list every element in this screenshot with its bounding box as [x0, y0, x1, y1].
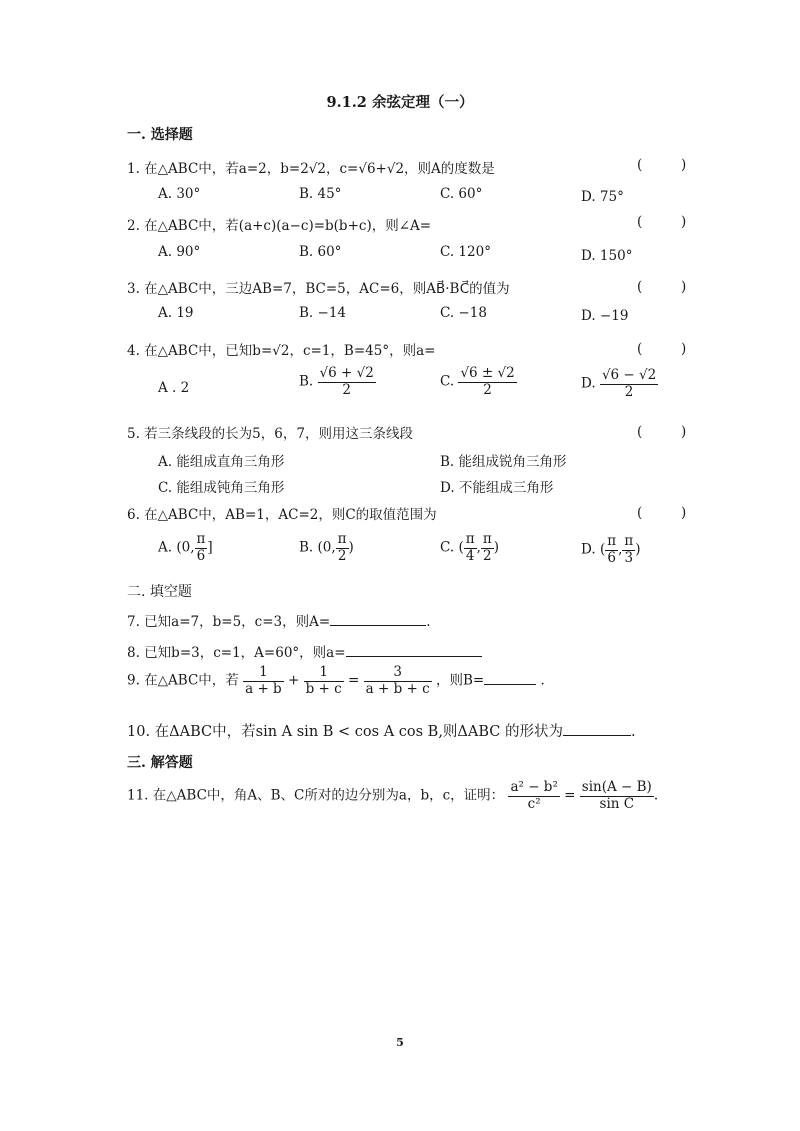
question-3-option-a: A. 19	[158, 305, 194, 321]
question-6-option-d: D. ( $\frac{\pi}{6}$ , $\frac{\pi}{3}$ )	[581, 533, 641, 566]
page-number: 5	[396, 1036, 404, 1049]
answer-blank[interactable]	[563, 723, 631, 736]
fraction: $\frac{√6 - √2}{2}$	[601, 367, 657, 400]
fraction: $\frac{√6 + √2}{2}$	[319, 365, 374, 398]
question-1-option-a: A. 30°	[158, 186, 201, 202]
fraction: $\frac{\pi}{2}$	[337, 531, 347, 564]
question-1-option-d: D. 75°	[581, 189, 624, 205]
question-6-stem: 6. 在△ABC中，AB=1，AC=2，则C的取值范围为	[127, 507, 437, 523]
question-3-stem: 3. 在△ABC中，三边AB=7，BC=5，AC=6，则AB⃗·BC⃗的值为	[127, 281, 510, 297]
question-4-option-a: A . 2	[158, 380, 190, 396]
fraction: $\frac{\text{a² − b²}}{\text{c²}}$	[510, 779, 558, 812]
question-4-option-d: D. $\frac{√6 - √2}{2}$	[581, 367, 657, 400]
question-4-option-c: C. $\frac{√6 \pm √2}{2}$	[440, 365, 515, 398]
question-6-option-b: B. (0, $\frac{\pi}{2}$ )	[299, 531, 354, 564]
fraction: $\frac{\pi}{6}$	[607, 533, 617, 566]
question-2-option-a: A. 90°	[158, 244, 201, 260]
fraction: $\frac{1}{a + b}$	[245, 664, 282, 697]
question-11: 11. 在△ABC中，角A、B、C所对的边分别为a，b，c，证明： $\frac{\text{a² − b²}}{\text{c²}}$ = $\frac{\sin(A - B)}{\text{sin C}}$ .	[127, 779, 659, 812]
question-1-option-c: C. 60°	[440, 186, 483, 202]
fraction: $\frac{\sin(A - B)}{\text{sin C}}$	[581, 779, 652, 812]
answer-blank[interactable]	[330, 613, 426, 626]
question-6-option-a: A. (0, $\frac{\pi}{6}$ ]	[158, 531, 213, 564]
question-3-option-b: B. −14	[299, 305, 346, 321]
question-2-option-c: C. 120°	[440, 244, 491, 260]
section-heading-solve: 三. 解答题	[127, 755, 193, 771]
question-8: 8. 已知b=3，c=1，A=60°，则a=	[127, 641, 482, 661]
fraction: $\frac{\pi}{3}$	[624, 533, 634, 566]
question-3-option-c: C. −18	[440, 305, 487, 321]
question-7: 7. 已知a=7，b=5，c=3，则A= .	[127, 614, 431, 630]
fraction: $\frac{√6 \pm √2}{2}$	[460, 365, 515, 398]
question-4-option-b: B. $\frac{√6 + √2}{2}$	[299, 365, 374, 398]
fraction: $\frac{\pi}{6}$	[196, 531, 206, 564]
question-5-option-a: A. 能组成直角三角形	[158, 454, 285, 470]
section-heading-fill: 二. 填空题	[127, 584, 192, 600]
question-5-stem: 5. 若三条线段的长为5，6，7，则用这三条线段	[127, 426, 413, 442]
question-2-stem: 2. 在△ABC中，若(a+c)(a−c)=b(b+c)，则∠A=	[127, 218, 432, 234]
question-2-option-b: B. 60°	[299, 244, 342, 260]
question-3-option-d: D. −19	[581, 308, 629, 324]
question-1-stem: 1. 在△ABC中，若a=2，b=2√2，c=√6+√2，则A的度数是	[127, 161, 495, 177]
question-2-option-d: D. 150°	[581, 248, 633, 264]
question-4-stem: 4. 在△ABC中，已知b=√2，c=1，B=45°，则a=	[127, 343, 436, 359]
fraction: $\frac{3}{a + b + c}$	[365, 664, 430, 697]
answer-blank[interactable]	[346, 644, 482, 657]
answer-blank[interactable]	[484, 672, 536, 685]
question-9: 9. 在△ABC中，若 $\frac{1}{a + b}$ + $\frac{1}{b + c}$ = $\frac{3}{a + b + c}$ ，则B= .	[127, 664, 545, 697]
question-10: 10. 在ΔABC中，若sin A sin B < cos A cos B,则ΔABC 的形状为 .	[127, 724, 636, 740]
question-5-option-d: D. 不能组成三角形	[440, 480, 554, 496]
section-heading-choice: 一. 选择题	[127, 127, 193, 143]
page-title: 9.1.2 余弦定理（一）	[326, 94, 474, 111]
fraction: $\frac{\pi}{2}$	[482, 531, 492, 564]
fraction: $\frac{\pi}{4}$	[465, 531, 475, 564]
question-6-option-c: C. ( $\frac{\pi}{4}$ , $\frac{\pi}{2}$ )	[440, 531, 500, 564]
fraction: $\frac{1}{b + c}$	[305, 664, 342, 697]
question-1-option-b: B. 45°	[299, 186, 342, 202]
question-5-option-c: C. 能组成钝角三角形	[158, 480, 285, 496]
question-5-option-b: B. 能组成锐角三角形	[440, 454, 567, 470]
